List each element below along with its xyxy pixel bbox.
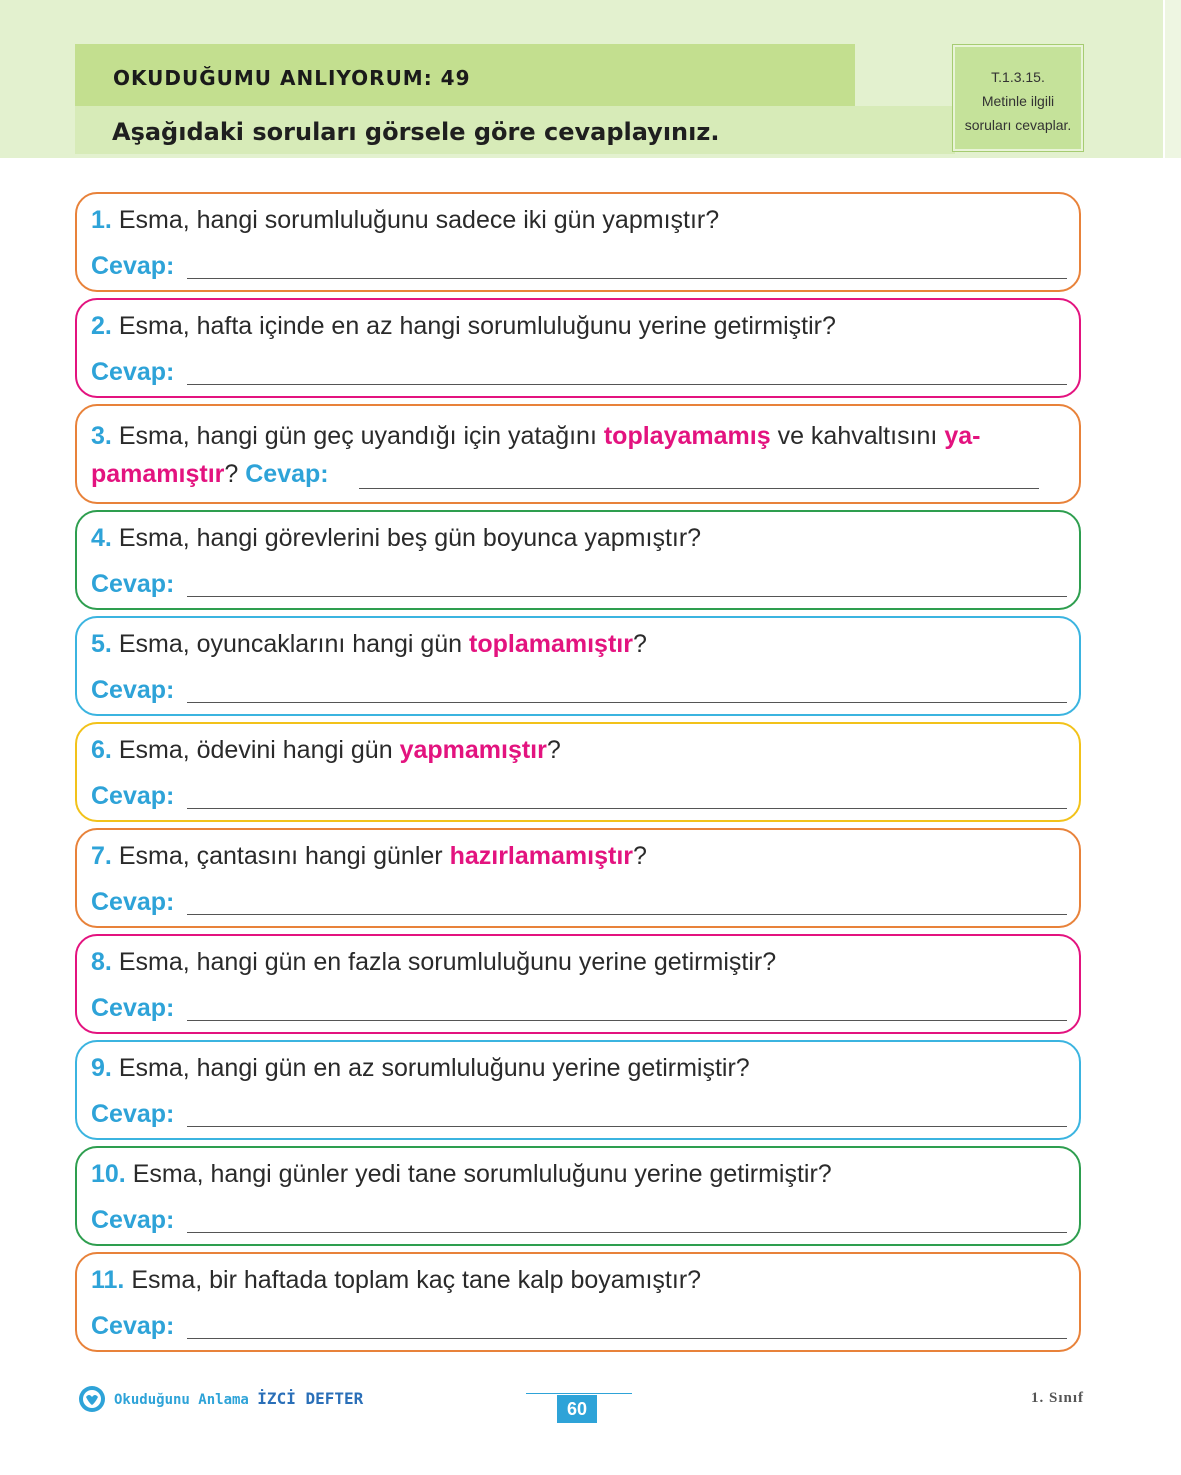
question-text-7: 7. Esma, çantasını hangi günler hazırlamamıştır?	[91, 842, 647, 870]
answer-line-5[interactable]	[187, 702, 1067, 703]
answer-label: Cevap:	[91, 1206, 175, 1234]
footer-series: Okuduğunu Anlama	[114, 1392, 249, 1408]
answer-label: Cevap:	[91, 358, 175, 386]
objective-line-3: soruları cevaplar.	[964, 117, 1072, 133]
header-band-edge	[1163, 0, 1181, 158]
answer-label: Cevap:	[91, 252, 175, 280]
question-box-5	[75, 616, 1081, 716]
question-box-10	[75, 1146, 1081, 1246]
objective-line-2: Metinle ilgili	[981, 93, 1055, 109]
answer-label: Cevap:	[91, 676, 175, 704]
objective-box	[953, 45, 1083, 151]
answer-line-2[interactable]	[187, 384, 1067, 385]
answer-line-7[interactable]	[187, 914, 1067, 915]
page-number: 60	[557, 1395, 597, 1423]
question-box-3	[75, 404, 1081, 504]
question-box-6	[75, 722, 1081, 822]
question-box-9	[75, 1040, 1081, 1140]
answer-line-11[interactable]	[187, 1338, 1067, 1339]
answer-line-1[interactable]	[187, 278, 1067, 279]
question-box-4	[75, 510, 1081, 610]
question-text-9: 9. Esma, hangi gün en az sorumluluğunu yerine getirmiştir?	[91, 1054, 750, 1082]
answer-line-8[interactable]	[187, 1020, 1067, 1021]
question-box-2	[75, 298, 1081, 398]
publisher-logo-icon	[78, 1385, 106, 1413]
question-text-5: 5. Esma, oyuncaklarını hangi gün toplamamıştır?	[91, 630, 647, 658]
question-text-3-cont: pamamıştır? Cevap:	[91, 460, 329, 488]
answer-label: Cevap:	[91, 1100, 175, 1128]
objective-code: T.1.3.15.	[991, 69, 1045, 85]
question-text-10: 10. Esma, hangi günler yedi tane sorumluluğunu yerine getirmiştir?	[91, 1160, 832, 1188]
grade-label: 1. Sınıf	[1031, 1390, 1085, 1406]
answer-label: Cevap:	[91, 570, 175, 598]
answer-label: Cevap:	[91, 994, 175, 1022]
answer-line-4[interactable]	[187, 596, 1067, 597]
answer-label: Cevap:	[91, 888, 175, 916]
question-text-2: 2. Esma, hafta içinde en az hangi sorumluluğunu yerine getirmiştir?	[91, 312, 836, 340]
answer-line-9[interactable]	[187, 1126, 1067, 1127]
answer-label: Cevap:	[91, 782, 175, 810]
answer-label: Cevap:	[91, 1312, 175, 1340]
answer-line-3[interactable]	[359, 488, 1039, 489]
page-number-rule	[526, 1393, 632, 1394]
question-text-8: 8. Esma, hangi gün en fazla sorumluluğunu yerine getirmiştir?	[91, 948, 777, 976]
question-box-11	[75, 1252, 1081, 1352]
answer-line-10[interactable]	[187, 1232, 1067, 1233]
question-text-3: 3. Esma, hangi gün geç uyandığı için yatağını toplayamamış ve kahvaltısını ya-	[91, 422, 981, 450]
question-text-11: 11. Esma, bir haftada toplam kaç tane kalp boyamıştır?	[91, 1266, 702, 1294]
page-title: OKUDUĞUMU ANLIYORUM: 49	[113, 66, 471, 90]
question-box-7	[75, 828, 1081, 928]
question-box-8	[75, 934, 1081, 1034]
footer-brand: İZCİ DEFTER	[257, 1389, 364, 1408]
footer-series-title	[114, 1389, 363, 1408]
question-box-1	[75, 192, 1081, 292]
question-text-4: 4. Esma, hangi görevlerini beş gün boyunca yapmıştır?	[91, 524, 702, 552]
question-text-1: 1. Esma, hangi sorumluluğunu sadece iki gün yapmıştır?	[91, 206, 720, 234]
answer-line-6[interactable]	[187, 808, 1067, 809]
instruction-text: Aşağıdaki soruları görsele göre cevaplayınız.	[112, 118, 720, 146]
question-text-6: 6. Esma, ödevini hangi gün yapmamıştır?	[91, 736, 561, 764]
